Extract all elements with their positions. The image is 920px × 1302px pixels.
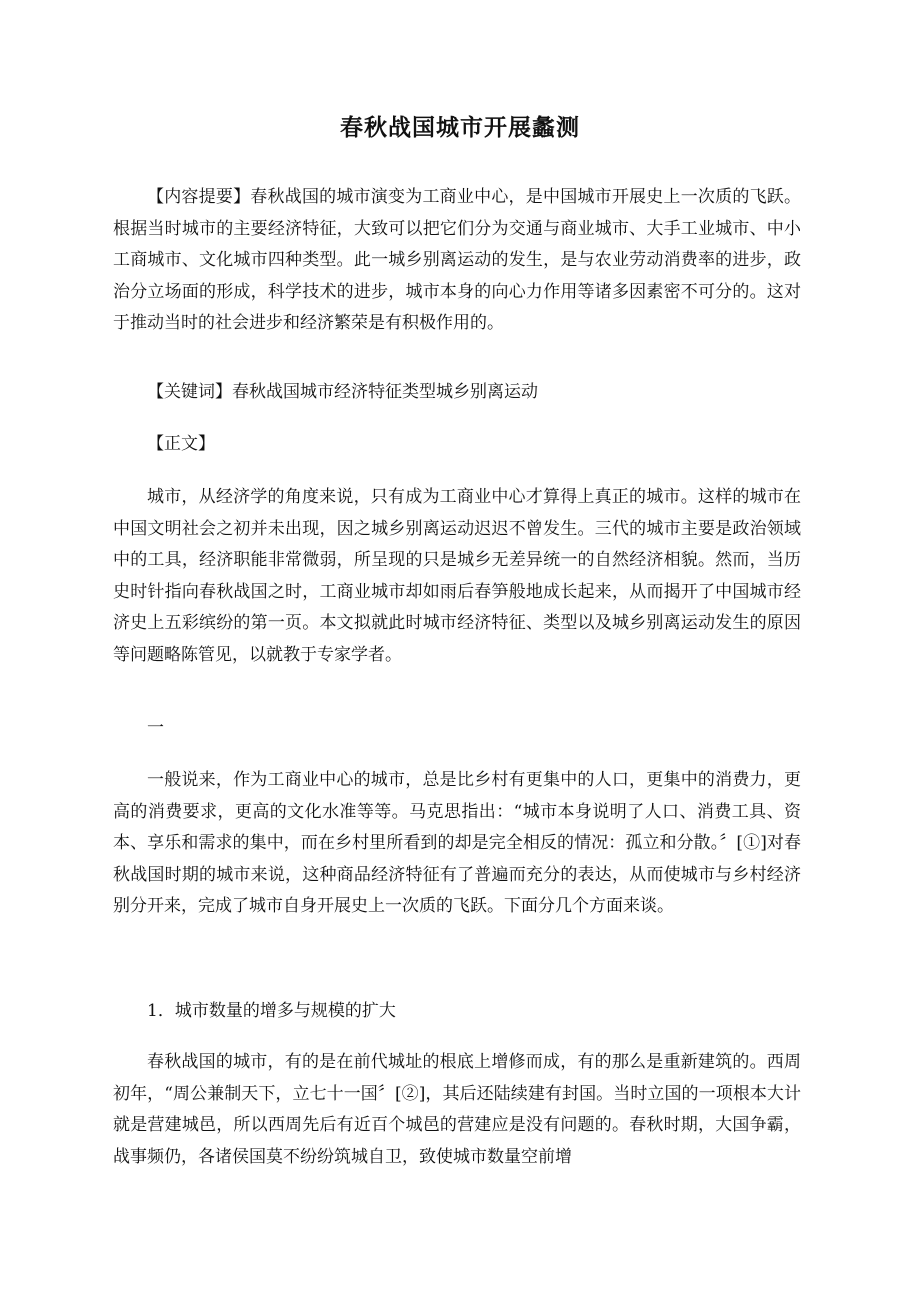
keywords-paragraph: 【关键词】春秋战国城市经济特征类型城乡别离运动 [147,382,538,402]
section-one-heading: 一 [147,718,164,738]
intro-paragraph: 城市，从经济学的角度来说，只有成为工商业中心才算得上真正的城市。这样的城市在中国文明社会之初并未出现，因之城乡别离运动迟迟不曾发生。三代的城市主要是政治领域中的工具，经济职能非常微弱，所呈现的只是城乡无差异统一的自然经济相貌。然而，当历史时针指向春秋战国之时，工商业城市却如雨后春笋般地成长起来，从而揭开了中国城市经济史上五彩缤纷的第一页。本文拟就此时城市经济特征、类型以及城乡别离运动发生的原因等问题略陈管见，以就教于专家学者。 [113,487,801,665]
abstract-paragraph: 【内容提要】春秋战国的城市演变为工商业中心，是中国城市开展史上一次质的飞跃。根据当时城市的主要经济特征，大致可以把它们分为交通与商业城市、大手工业城市、中小工商城市、文化城市四种类型。此一城乡别离运动的发生，是与农业劳动消费率的进步，政治分立场面的形成，科学技术的进步，城市本身的向心力作用等诸多因素密不可分的。这对于推动当时的社会进步和经济繁荣是有积极作用的。 [113,187,801,334]
section-one-paragraph: 一般说来，作为工商业中心的城市，总是比乡村有更集中的人口，更集中的消费力，更高的消费要求，更高的文化水准等等。马克思指出：“城市本身说明了人口、消费工具、资本、享乐和需求的集中，而在乡村里所看到的却是完全相反的情况：孤立和分散。〞[①]对春秋战国时期的城市来说，这种商品经济特征有了普遍而充分的表达，从而使城市与乡村经济别分开来，完成了城市自身开展史上一次质的飞跃。下面分几个方面来谈。 [113,770,801,917]
subheading-city-growth: 1．城市数量的增多与规模的扩大 [147,1001,396,1021]
document-title: 春秋战国城市开展蠡测 [340,114,580,141]
main-text-label: 【正文】 [147,434,215,454]
subsection-one-paragraph: 春秋战国的城市，有的是在前代城址的根底上增修而成，有的那么是重新建筑的。西周初年，“周公兼制天下，立七十一国〞[②]，其后还陆续建有封国。当时立国的一项根本大计就是营建城邑，所以西周先后有近百个城邑的营建应是没有问题的。春秋时期，大国争霸，战事频仍，各诸侯国莫不纷纷筑城自卫，致使城市数量空前增 [113,1052,801,1167]
